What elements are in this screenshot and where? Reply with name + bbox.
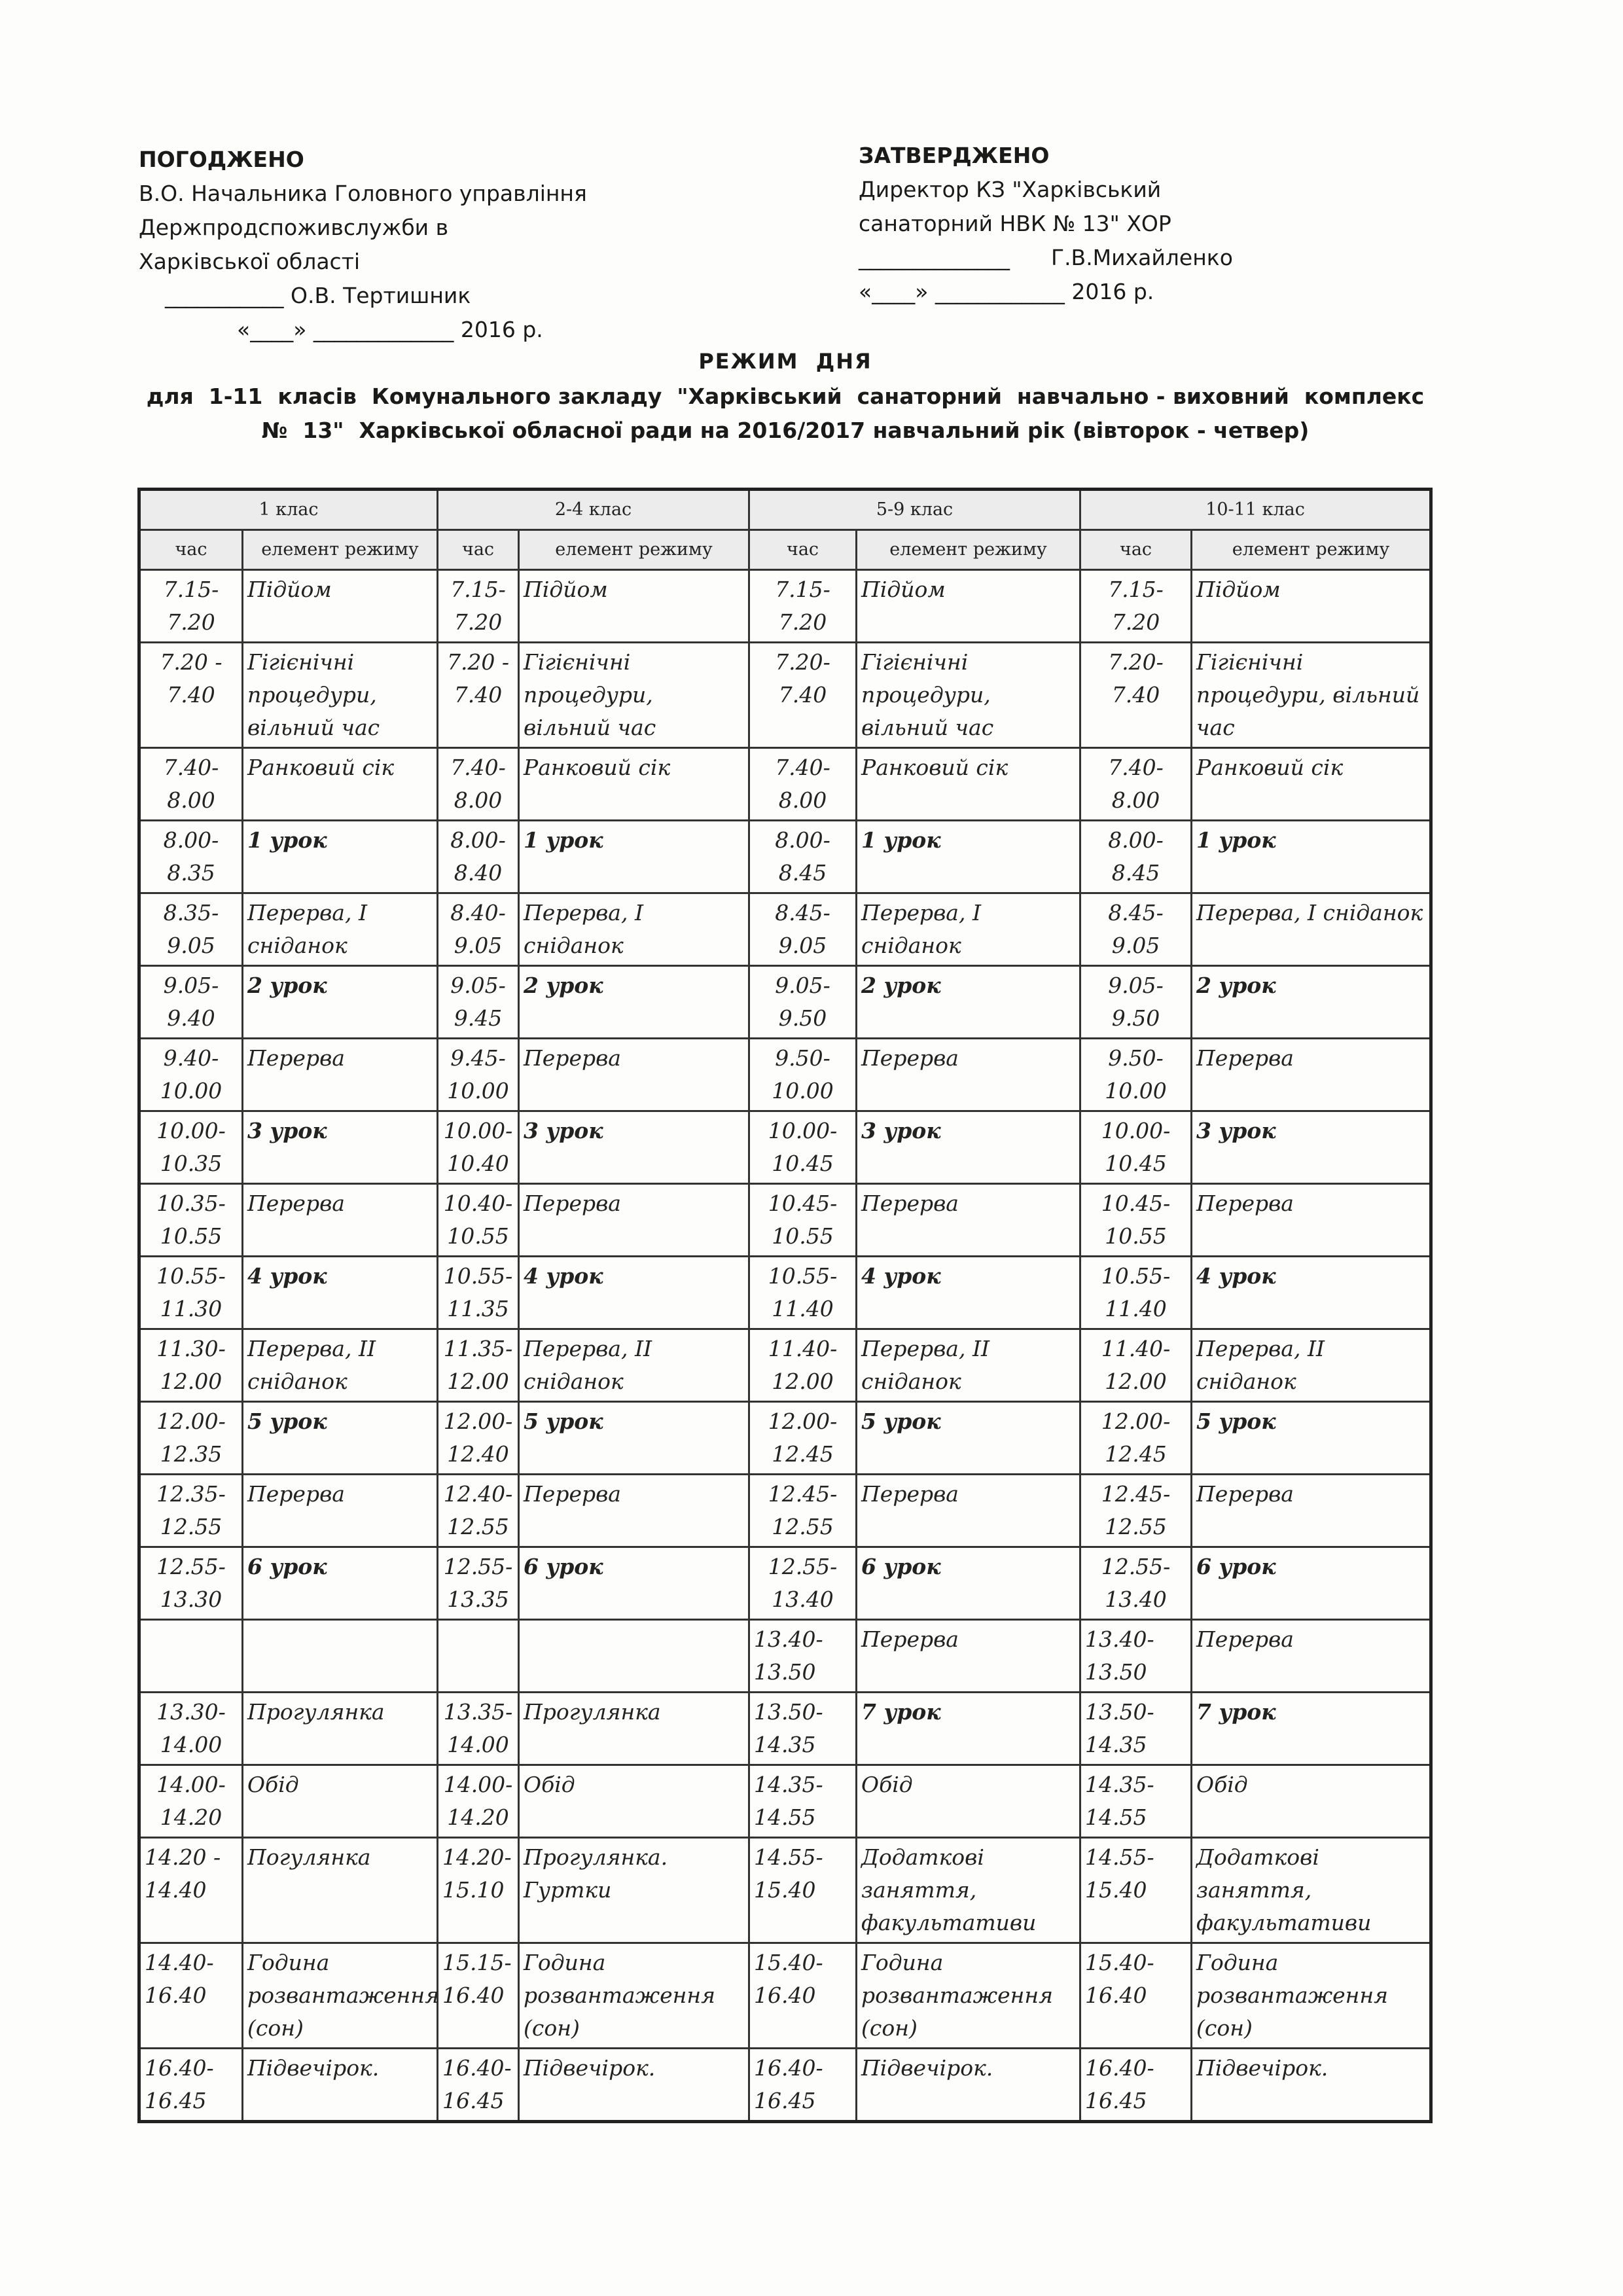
activity-label: Ранковий сік [861, 755, 1008, 780]
lesson-label: 4 урок [524, 1263, 603, 1289]
time-cell: 13.40-13.50 [1080, 1620, 1192, 1693]
activity-label: Підвечірок. [1196, 2055, 1329, 2081]
time-cell: 13.50-14.35 [1080, 1693, 1192, 1765]
time-cell: 10.55-11.40 [1080, 1257, 1192, 1329]
column-header-row [139, 530, 1431, 570]
schedule-row [139, 570, 1431, 643]
activity-cell [1192, 821, 1431, 893]
schedule-row [139, 1257, 1431, 1329]
lesson-label: 5 урок [247, 1408, 327, 1434]
time-cell: 12.35-12.55 [139, 1475, 243, 1547]
activity-label: Ранковий сік [247, 755, 395, 780]
activity-label: Гігієнічні процедури, вільний час [247, 649, 380, 740]
schedule-row [139, 2049, 1431, 2122]
activity-cell [857, 1547, 1080, 1620]
activity-cell [519, 1039, 749, 1111]
time-cell: 16.40-16.45 [139, 2049, 243, 2122]
time-cell: 12.55-13.40 [1080, 1547, 1192, 1620]
time-cell: 12.55-13.40 [749, 1547, 857, 1620]
activity-cell [1192, 1111, 1431, 1184]
activity-cell [1192, 2049, 1431, 2122]
schedule-row [139, 1547, 1431, 1620]
activity-label: Обід [861, 1772, 913, 1797]
time-cell: 12.00-12.40 [438, 1402, 519, 1475]
activity-cell [857, 821, 1080, 893]
time-cell: 13.40-13.50 [749, 1620, 857, 1693]
activity-cell [519, 893, 749, 966]
time-cell: 7.15-7.20 [749, 570, 857, 643]
activity-label: Година розвантаження (сон) [524, 1950, 715, 2041]
activity-cell [243, 1547, 438, 1620]
time-cell: 9.40-10.00 [139, 1039, 243, 1111]
activity-cell [243, 2049, 438, 2122]
element-column-header: елемент режиму [857, 530, 1080, 570]
lesson-label: 4 урок [861, 1263, 941, 1289]
time-cell: 7.15-7.20 [1080, 570, 1192, 643]
approved-title: ЗАТВЕРДЖЕНО [859, 143, 1050, 168]
activity-cell [519, 2049, 749, 2122]
activity-label: Перерва [524, 1191, 621, 1216]
activity-cell [857, 570, 1080, 643]
activity-cell [857, 1184, 1080, 1257]
lesson-label: 3 урок [247, 1118, 327, 1143]
lesson-label: 1 урок [1196, 827, 1276, 853]
activity-label: Ранковий сік [524, 755, 671, 780]
activity-cell [1192, 570, 1431, 643]
activity-cell [857, 1039, 1080, 1111]
approved-line: Директор КЗ "Харківський [859, 177, 1162, 202]
activity-label: Година розвантаження (сон) [861, 1950, 1053, 2041]
element-column-header: елемент режиму [243, 530, 438, 570]
time-cell: 16.40-16.45 [1080, 2049, 1192, 2122]
time-cell: 10.00-10.45 [1080, 1111, 1192, 1184]
activity-label: Гігієнічні процедури, вільний час [524, 649, 656, 740]
activity-label: Перерва [861, 1191, 959, 1216]
activity-cell [1192, 966, 1431, 1039]
activity-cell [243, 1620, 438, 1693]
lesson-label: 2 урок [1196, 973, 1276, 998]
schedule-row [139, 1329, 1431, 1402]
element-column-header: елемент режиму [519, 530, 749, 570]
activity-label: Підйом [861, 577, 946, 602]
time-cell: 8.00-8.35 [139, 821, 243, 893]
group-header-10-11: 10-11 клас [1080, 490, 1431, 530]
activity-cell [519, 1111, 749, 1184]
schedule-row [139, 893, 1431, 966]
document-title: РЕЖИМ ДНЯ [698, 349, 872, 374]
activity-cell [519, 643, 749, 748]
time-cell: 12.55-13.30 [139, 1547, 243, 1620]
time-cell: 8.00-8.45 [1080, 821, 1192, 893]
activity-label: Гігієнічні процедури, вільний час [861, 649, 994, 740]
time-cell: 8.45-9.05 [749, 893, 857, 966]
time-cell: 8.00-8.40 [438, 821, 519, 893]
time-cell: 9.05-9.40 [139, 966, 243, 1039]
schedule-row [139, 1838, 1431, 1943]
time-cell: 7.40-8.00 [139, 748, 243, 821]
activity-label: Перерва, ІІ сніданок [524, 1336, 652, 1394]
time-cell: 13.50-14.35 [749, 1693, 857, 1765]
activity-label: Перерва, ІІ сніданок [247, 1336, 376, 1394]
lesson-label: 6 урок [524, 1554, 603, 1579]
activity-cell [243, 966, 438, 1039]
time-cell: 10.55-11.30 [139, 1257, 243, 1329]
time-column-header: час [1080, 530, 1192, 570]
approval-agreed-block [139, 143, 662, 347]
time-column-header: час [749, 530, 857, 570]
activity-cell [243, 1765, 438, 1838]
activity-cell [1192, 643, 1431, 748]
activity-cell [243, 821, 438, 893]
lesson-label: 5 урок [861, 1408, 941, 1434]
time-cell: 14.35-14.55 [749, 1765, 857, 1838]
time-cell: 9.05-9.50 [1080, 966, 1192, 1039]
time-cell: 7.20-7.40 [1080, 643, 1192, 748]
activity-label: Підйом [1196, 577, 1281, 602]
activity-label: Перерва, І сніданок [524, 900, 643, 958]
lesson-label: 7 урок [1196, 1699, 1276, 1725]
time-cell: 10.00-10.35 [139, 1111, 243, 1184]
activity-label: Перерва, ІІ сніданок [861, 1336, 990, 1394]
activity-label: Погулянка [247, 1844, 371, 1870]
time-cell: 8.45-9.05 [1080, 893, 1192, 966]
lesson-label: 1 урок [861, 827, 941, 853]
activity-label: Додаткові заняття, факультативи [861, 1844, 1037, 1935]
activity-label: Перерва [1196, 1626, 1294, 1652]
schedule-row [139, 1184, 1431, 1257]
activity-label: Підйом [247, 577, 332, 602]
activity-label: Година розвантаження (сон) [1196, 1950, 1388, 2041]
activity-cell [1192, 1765, 1431, 1838]
activity-cell [243, 1039, 438, 1111]
time-cell [139, 1620, 243, 1693]
activity-label: Перерва [524, 1481, 621, 1507]
schedule-row [139, 643, 1431, 748]
activity-cell [243, 1838, 438, 1943]
activity-cell [1192, 1184, 1431, 1257]
time-cell: 7.20-7.40 [749, 643, 857, 748]
activity-label: Підвечірок. [247, 2055, 380, 2081]
approved-signature: ______________ Г.В.Михайленко [859, 245, 1233, 270]
time-cell: 9.05-9.45 [438, 966, 519, 1039]
time-cell: 14.00-14.20 [139, 1765, 243, 1838]
lesson-label: 7 урок [861, 1699, 941, 1725]
time-cell: 8.35-9.05 [139, 893, 243, 966]
time-cell: 11.40-12.00 [749, 1329, 857, 1402]
lesson-label: 2 урок [247, 973, 327, 998]
activity-cell [519, 1838, 749, 1943]
time-cell: 14.40-16.40 [139, 1943, 243, 2049]
group-header-1: 1 клас [139, 490, 438, 530]
activity-cell [243, 1475, 438, 1547]
activity-cell [243, 1111, 438, 1184]
activity-cell [857, 1111, 1080, 1184]
activity-cell [519, 1693, 749, 1765]
activity-cell [519, 748, 749, 821]
activity-cell [1192, 1039, 1431, 1111]
group-header-2-4: 2-4 клас [438, 490, 749, 530]
time-cell: 7.20 - 7.40 [438, 643, 519, 748]
activity-label: Прогулянка [524, 1699, 661, 1725]
time-cell: 12.45-12.55 [749, 1475, 857, 1547]
document-heading [131, 344, 1440, 448]
activity-label: Перерва [861, 1481, 959, 1507]
time-cell: 15.40-16.40 [749, 1943, 857, 2049]
schedule-row [139, 1039, 1431, 1111]
activity-cell [1192, 1620, 1431, 1693]
approvals-header [0, 143, 1623, 359]
activity-cell [857, 1257, 1080, 1329]
agreed-title: ПОГОДЖЕНО [139, 147, 304, 172]
activity-cell [857, 1838, 1080, 1943]
activity-cell [857, 1693, 1080, 1765]
activity-label: Перерва [1196, 1481, 1294, 1507]
lesson-label: 6 урок [1196, 1554, 1276, 1579]
time-cell [438, 1620, 519, 1693]
activity-label: Гігієнічні процедури, вільний час [1196, 649, 1420, 740]
activity-cell [857, 2049, 1080, 2122]
activity-cell [243, 1184, 438, 1257]
activity-cell [1192, 1475, 1431, 1547]
schedule-row [139, 1765, 1431, 1838]
activity-cell [1192, 1943, 1431, 2049]
activity-label: Обід [1196, 1772, 1248, 1797]
time-cell: 12.00-12.45 [1080, 1402, 1192, 1475]
time-cell: 12.00-12.45 [749, 1402, 857, 1475]
lesson-label: 3 урок [861, 1118, 941, 1143]
group-header-5-9: 5-9 клас [749, 490, 1080, 530]
time-cell: 14.20 - 14.40 [139, 1838, 243, 1943]
time-cell: 10.00-10.40 [438, 1111, 519, 1184]
time-cell: 7.40-8.00 [1080, 748, 1192, 821]
schedule-row [139, 748, 1431, 821]
activity-cell [519, 1943, 749, 2049]
time-cell: 10.40-10.55 [438, 1184, 519, 1257]
activity-label: Перерва [524, 1045, 621, 1071]
schedule-row [139, 1620, 1431, 1693]
activity-cell [1192, 748, 1431, 821]
time-cell: 15.15-16.40 [438, 1943, 519, 2049]
activity-label: Перерва, І сніданок [861, 900, 981, 958]
time-cell: 10.45-10.55 [1080, 1184, 1192, 1257]
schedule-row [139, 966, 1431, 1039]
activity-cell [243, 748, 438, 821]
activity-cell [857, 748, 1080, 821]
activity-label: Обід [247, 1772, 299, 1797]
activity-cell [1192, 893, 1431, 966]
activity-cell [857, 1620, 1080, 1693]
activity-cell [519, 1475, 749, 1547]
time-cell: 7.40-8.00 [438, 748, 519, 821]
activity-label: Обід [524, 1772, 575, 1797]
approved-date: «____» ____________ 2016 р. [859, 279, 1154, 304]
activity-cell [243, 1329, 438, 1402]
time-cell: 8.40-9.05 [438, 893, 519, 966]
activity-label: Перерва [861, 1045, 959, 1071]
activity-cell [243, 570, 438, 643]
activity-label: Додаткові заняття, факультативи [1196, 1844, 1372, 1935]
time-cell: 10.45-10.55 [749, 1184, 857, 1257]
time-cell: 9.45-10.00 [438, 1039, 519, 1111]
time-cell: 16.40-16.45 [438, 2049, 519, 2122]
activity-label: Підйом [524, 577, 608, 602]
schedule-row [139, 1943, 1431, 2049]
time-cell: 10.55-11.35 [438, 1257, 519, 1329]
activity-label: Година розвантаження (сон) [247, 1950, 439, 2041]
time-cell: 12.40-12.55 [438, 1475, 519, 1547]
activity-label: Підвечірок. [861, 2055, 993, 2081]
activity-cell [1192, 1257, 1431, 1329]
activity-cell [243, 1693, 438, 1765]
lesson-label: 1 урок [247, 827, 327, 853]
activity-label: Перерва, ІІ сніданок [1196, 1336, 1325, 1394]
activity-cell [857, 1475, 1080, 1547]
agreed-date: «____» _____________ 2016 р. [237, 317, 543, 342]
time-cell: 7.20 - 7.40 [139, 643, 243, 748]
activity-cell [519, 570, 749, 643]
activity-label: Перерва [247, 1045, 345, 1071]
activity-label: Перерва [1196, 1191, 1294, 1216]
lesson-label: 5 урок [524, 1408, 603, 1434]
time-column-header: час [438, 530, 519, 570]
activity-cell [857, 1402, 1080, 1475]
time-cell: 10.55-11.40 [749, 1257, 857, 1329]
time-cell: 9.50-10.00 [1080, 1039, 1192, 1111]
activity-label: Перерва, І сніданок [1196, 900, 1423, 925]
time-cell: 10.35-10.55 [139, 1184, 243, 1257]
time-cell: 15.40-16.40 [1080, 1943, 1192, 2049]
activity-cell [243, 1257, 438, 1329]
activity-label: Перерва [1196, 1045, 1294, 1071]
activity-cell [1192, 1329, 1431, 1402]
time-cell: 14.55-15.40 [1080, 1838, 1192, 1943]
time-cell: 13.35-14.00 [438, 1693, 519, 1765]
activity-cell [243, 643, 438, 748]
activity-cell [857, 893, 1080, 966]
lesson-label: 6 урок [861, 1554, 941, 1579]
activity-cell [1192, 1547, 1431, 1620]
time-cell: 11.30-12.00 [139, 1329, 243, 1402]
activity-cell [519, 1547, 749, 1620]
lesson-label: 4 урок [247, 1263, 327, 1289]
activity-label: Прогулянка. Гуртки [524, 1844, 668, 1903]
activity-cell [519, 1765, 749, 1838]
activity-cell [1192, 1402, 1431, 1475]
class-group-header-row [139, 490, 1431, 530]
time-cell: 9.05-9.50 [749, 966, 857, 1039]
time-column-header: час [139, 530, 243, 570]
schedule-body [139, 570, 1431, 2122]
activity-label: Ранковий сік [1196, 755, 1344, 780]
lesson-label: 2 урок [861, 973, 941, 998]
time-cell: 14.55-15.40 [749, 1838, 857, 1943]
activity-label: Перерва [247, 1481, 345, 1507]
time-cell: 11.35-12.00 [438, 1329, 519, 1402]
activity-cell [243, 1402, 438, 1475]
activity-label: Підвечірок. [524, 2055, 656, 2081]
time-cell: 13.30-14.00 [139, 1693, 243, 1765]
time-cell: 14.00-14.20 [438, 1765, 519, 1838]
activity-label: Прогулянка [247, 1699, 385, 1725]
agreed-line: Харківської області [139, 249, 361, 274]
agreed-line: Держпродспоживслужби в [139, 215, 449, 240]
activity-cell [243, 893, 438, 966]
activity-cell [857, 1329, 1080, 1402]
lesson-label: 1 урок [524, 827, 603, 853]
schedule-row [139, 1402, 1431, 1475]
activity-cell [519, 966, 749, 1039]
activity-cell [243, 1943, 438, 2049]
time-cell: 7.40-8.00 [749, 748, 857, 821]
lesson-label: 6 урок [247, 1554, 327, 1579]
agreed-signature: ___________ О.В. Тертишник [165, 283, 471, 308]
time-cell: 14.20-15.10 [438, 1838, 519, 1943]
lesson-label: 5 урок [1196, 1408, 1276, 1434]
activity-cell [1192, 1838, 1431, 1943]
time-cell: 11.40-12.00 [1080, 1329, 1192, 1402]
activity-cell [519, 821, 749, 893]
time-cell: 14.35-14.55 [1080, 1765, 1192, 1838]
activity-cell [519, 1184, 749, 1257]
time-cell: 12.55-13.35 [438, 1547, 519, 1620]
activity-cell [519, 1257, 749, 1329]
time-cell: 7.15-7.20 [438, 570, 519, 643]
activity-cell [519, 1402, 749, 1475]
activity-cell [857, 1943, 1080, 2049]
activity-label: Перерва, І сніданок [247, 900, 367, 958]
schedule-row [139, 1475, 1431, 1547]
activity-cell [857, 966, 1080, 1039]
activity-cell [519, 1620, 749, 1693]
approved-line: санаторний НВК № 13" ХОР [859, 211, 1171, 236]
activity-label: Перерва [861, 1626, 959, 1652]
time-cell: 12.00-12.35 [139, 1402, 243, 1475]
element-column-header: елемент режиму [1192, 530, 1431, 570]
schedule-row [139, 1111, 1431, 1184]
time-cell: 9.50-10.00 [749, 1039, 857, 1111]
schedule-table [137, 488, 1433, 2123]
schedule-row [139, 1693, 1431, 1765]
activity-cell [1192, 1693, 1431, 1765]
time-cell: 7.15-7.20 [139, 570, 243, 643]
document-subtitle: для 1-11 класів Комунального закладу "Харківський санаторний навчально - виховний комплекс № 13" Харківської обласної ради на 2016/2017 навчальний рік (вівторок - четвер) [146, 384, 1440, 443]
approval-approved-block [859, 139, 1382, 309]
activity-label: Перерва [247, 1191, 345, 1216]
activity-cell [857, 643, 1080, 748]
activity-cell [857, 1765, 1080, 1838]
lesson-label: 3 урок [524, 1118, 603, 1143]
time-cell: 16.40-16.45 [749, 2049, 857, 2122]
time-cell: 10.00-10.45 [749, 1111, 857, 1184]
lesson-label: 3 урок [1196, 1118, 1276, 1143]
lesson-label: 2 урок [524, 973, 603, 998]
lesson-label: 4 урок [1196, 1263, 1276, 1289]
activity-cell [519, 1329, 749, 1402]
time-cell: 12.45-12.55 [1080, 1475, 1192, 1547]
schedule-row [139, 821, 1431, 893]
agreed-line: В.О. Начальника Головного управління [139, 181, 587, 206]
time-cell: 8.00-8.45 [749, 821, 857, 893]
